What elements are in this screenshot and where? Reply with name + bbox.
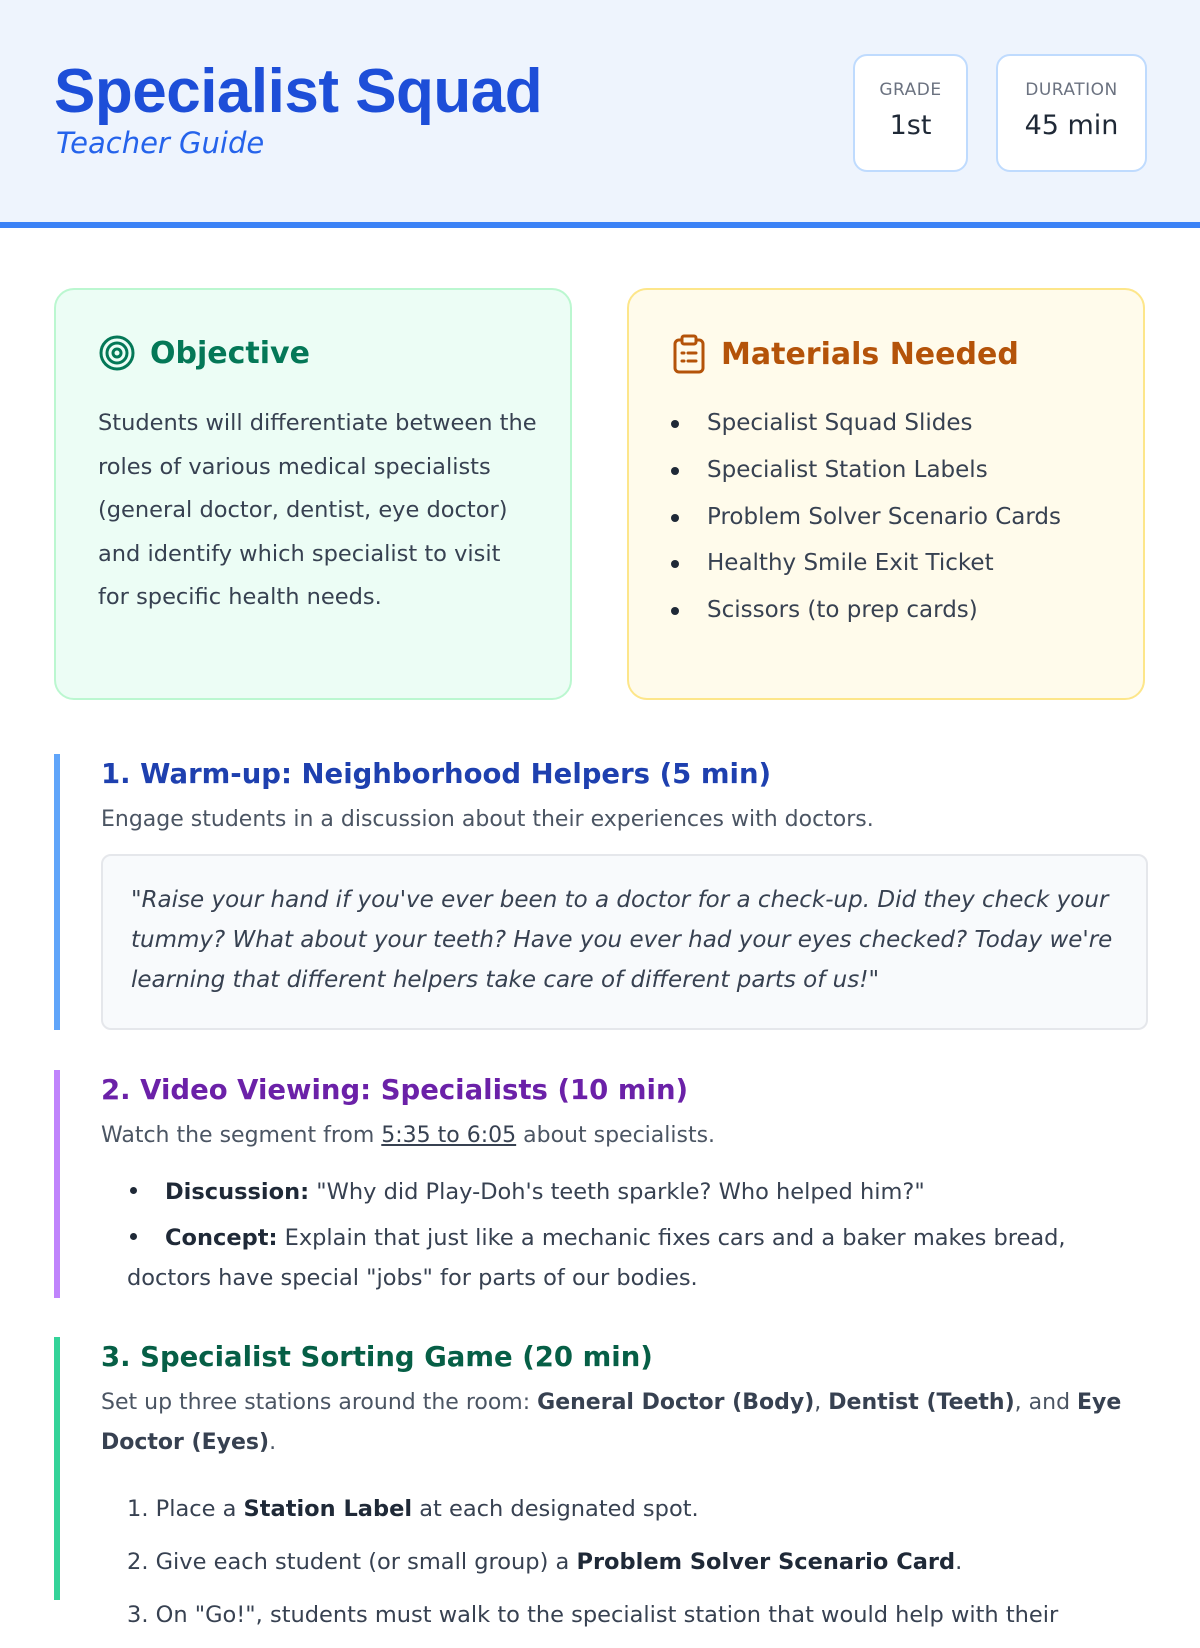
bullet-text: Explain that just like a mechanic fixes cars and a baker makes bread, doctors have special "jobs" for parts of our bodies. xyxy=(127,1225,1066,1291)
section-description xyxy=(101,1116,715,1156)
section-accent-bar xyxy=(54,754,60,1030)
section-title: 2. Video Viewing: Specialists (10 min) xyxy=(101,1074,689,1106)
list-item: Specialist Station Labels xyxy=(671,447,1061,494)
bullet-text: "Why did Play-Doh's teeth sparkle? Who helped him?" xyxy=(309,1179,925,1205)
duration-label: DURATION xyxy=(1025,80,1118,100)
bullet-dot xyxy=(130,1233,137,1240)
step-text: 3. On "Go!", students must walk to the specialist station that would help with their xyxy=(127,1602,1059,1628)
video-timestamp-link[interactable]: 5:35 to 6:05 xyxy=(381,1123,517,1148)
script-quote: "Raise your hand if you've ever been to a doctor for a check-up. Did they check your tummy? What about your teeth? Have you ever had your eyes checked? Today we're learning that different helpers take care of different parts of us!" xyxy=(101,854,1148,1030)
objective-card xyxy=(54,288,572,700)
desc-text: Set up three stations around the room: xyxy=(101,1390,538,1415)
objective-text: Students will differentiate between the roles of various medical specialists (general doctor, dentist, eye doctor) and identify which specialist to visit for specific health needs. xyxy=(98,410,537,610)
desc-text: Watch the segment from xyxy=(101,1123,382,1148)
list-item: Healthy Smile Exit Ticket xyxy=(671,540,1061,587)
page-subtitle: Teacher Guide xyxy=(56,126,265,160)
materials-card xyxy=(627,288,1145,700)
section-accent-bar xyxy=(54,1070,60,1298)
step-bold: Station Label xyxy=(243,1496,413,1522)
section-description: Engage students in a discussion about their experiences with doctors. xyxy=(101,807,874,832)
station-dentist: Dentist (Teeth) xyxy=(828,1390,1015,1415)
section-title: 1. Warm-up: Neighborhood Helpers (5 min) xyxy=(101,758,772,790)
desc-text: , and xyxy=(1014,1390,1078,1415)
step-text: 2. Give each student (or small group) a xyxy=(127,1549,577,1575)
list-item xyxy=(127,1218,1147,1298)
list-item: Problem Solver Scenario Cards xyxy=(671,494,1061,541)
target-icon xyxy=(98,334,136,372)
list-item xyxy=(127,1595,1147,1635)
steps-list xyxy=(127,1489,1147,1648)
list-item: Specialist Squad Slides xyxy=(671,400,1061,447)
duration-badge xyxy=(996,54,1147,172)
list-item xyxy=(127,1489,1147,1529)
grade-value: 1st xyxy=(889,110,932,141)
objective-header xyxy=(98,334,310,372)
grade-label: GRADE xyxy=(879,80,942,100)
materials-title: Materials Needed xyxy=(721,336,1019,372)
station-general-doctor: General Doctor (Body) xyxy=(537,1390,815,1415)
page-header xyxy=(0,0,1200,228)
desc-text: about specialists. xyxy=(516,1123,716,1148)
section-description xyxy=(101,1383,1141,1463)
page-title: Specialist Squad xyxy=(54,57,543,126)
objective-title: Objective xyxy=(150,335,310,371)
step-bold: Problem Solver Scenario Card xyxy=(576,1549,956,1575)
step-text: 1. Place a xyxy=(127,1496,244,1522)
grade-badge xyxy=(853,54,968,172)
step-text: at each designated spot. xyxy=(412,1496,699,1522)
section-accent-bar xyxy=(54,1337,60,1600)
step-text: . xyxy=(955,1549,963,1575)
section-warmup xyxy=(54,754,1148,1030)
desc-text: . xyxy=(269,1430,277,1455)
section-video xyxy=(54,1070,1148,1298)
materials-list xyxy=(671,400,1061,634)
station-eye-doctor: Eye Doctor (Eyes) xyxy=(101,1390,1122,1455)
section-sorting-game xyxy=(54,1337,1148,1628)
bullet-label: Concept: xyxy=(165,1225,278,1251)
section-title: 3. Specialist Sorting Game (20 min) xyxy=(101,1341,653,1373)
clipboard-icon xyxy=(671,334,707,374)
bullet-label: Discussion: xyxy=(165,1179,310,1205)
bullet-dot xyxy=(130,1187,137,1194)
list-item xyxy=(127,1172,1147,1212)
list-item: Scissors (to prep cards) xyxy=(671,587,1061,634)
discussion-list xyxy=(127,1172,1147,1304)
materials-header xyxy=(671,334,1019,374)
desc-text: , xyxy=(814,1390,829,1415)
duration-value: 45 min xyxy=(1024,110,1119,141)
list-item xyxy=(127,1542,1147,1582)
